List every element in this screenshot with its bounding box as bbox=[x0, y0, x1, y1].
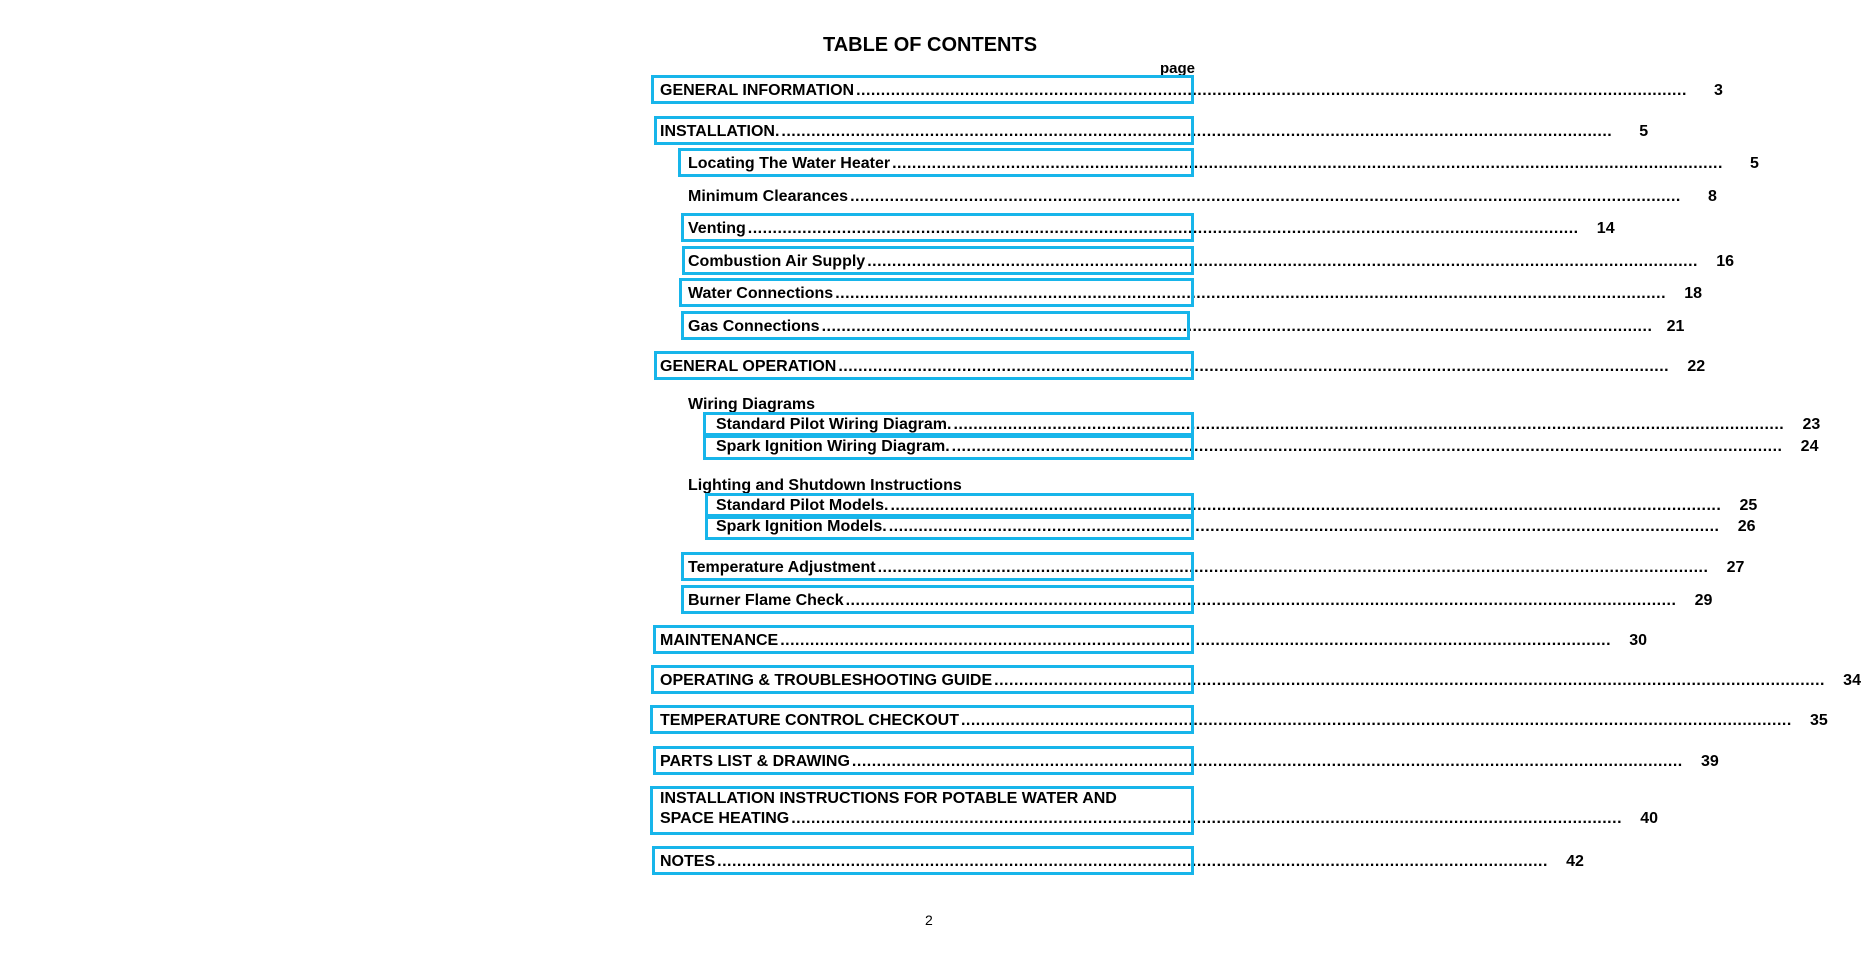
toc-entry-page: 23 bbox=[1802, 416, 1821, 433]
toc-leader-dots: ........................................................................................................................................................................ bbox=[717, 853, 1548, 870]
toc-entry-page: 5 bbox=[1750, 155, 1759, 172]
toc-leader-dots: ........................................................................................................................................................................ bbox=[856, 82, 1687, 99]
toc-entry-page: 29 bbox=[1694, 592, 1713, 609]
toc-entry-standard-pilot-wiring[interactable] bbox=[706, 415, 1821, 435]
toc-entry-label: Spark Ignition Wiring Diagram. bbox=[716, 438, 950, 455]
toc-entry-page: 14 bbox=[1596, 220, 1615, 237]
toc-entry-installation[interactable] bbox=[657, 119, 1649, 142]
toc-leader-dots: ........................................................................................................................................................................ bbox=[851, 753, 1683, 770]
toc-entry-locating-water-heater[interactable] bbox=[681, 151, 1759, 174]
toc-entry-label: INSTALLATION. bbox=[660, 123, 780, 140]
toc-entry-label: Burner Flame Check bbox=[688, 592, 844, 609]
toc-entry-label: NOTES bbox=[660, 853, 716, 870]
toc-leader-dots: ........................................................................................................................................................................ bbox=[791, 810, 1623, 827]
toc-leader-dots: ........................................................................................................................................................................ bbox=[780, 632, 1612, 649]
toc-entry-label: Water Connections bbox=[688, 285, 834, 302]
toc-entry-label: Combustion Air Supply bbox=[688, 253, 866, 270]
subheading-wiring-diagrams: Wiring Diagrams bbox=[688, 396, 815, 413]
toc-leader-dots: ........................................................................................................................................................................ bbox=[867, 253, 1698, 270]
page-title: TABLE OF CONTENTS bbox=[822, 34, 1038, 56]
toc-entry-page: 30 bbox=[1629, 632, 1648, 649]
toc-entry-page: 8 bbox=[1707, 188, 1717, 205]
toc-leader-dots: ........................................................................................................................................................................ bbox=[835, 285, 1667, 302]
toc-entry-label: Spark Ignition Models. bbox=[716, 518, 887, 535]
toc-entry-page: 26 bbox=[1737, 518, 1756, 535]
toc-entry-page: 25 bbox=[1739, 497, 1758, 514]
toc-entry-label: Venting bbox=[688, 220, 746, 237]
toc-entry-page: 42 bbox=[1566, 853, 1584, 870]
toc-leader-dots: ........................................................................................................................................................................ bbox=[892, 155, 1723, 172]
toc-entry-maintenance[interactable] bbox=[656, 628, 1648, 651]
toc-entry-label: MAINTENANCE bbox=[660, 632, 779, 649]
toc-entry-label: Standard Pilot Models. bbox=[716, 497, 889, 514]
page-column-label: page bbox=[1160, 60, 1196, 77]
toc-leader-dots: ........................................................................................................................................................................ bbox=[953, 416, 1785, 433]
subheading-lighting-shutdown: Lighting and Shutdown Instructions bbox=[688, 477, 962, 494]
toc-entry-page: 27 bbox=[1726, 559, 1745, 576]
toc-leader-dots: ........................................................................................................................................................................ bbox=[821, 318, 1653, 335]
toc-entry-water-connections[interactable] bbox=[682, 281, 1703, 304]
toc-entry-spark-ignition-models[interactable] bbox=[708, 517, 1756, 537]
toc-entry-page: 16 bbox=[1716, 253, 1734, 270]
toc-entry-label: TEMPERATURE CONTROL CHECKOUT bbox=[660, 712, 959, 729]
toc-entry-page: 5 bbox=[1639, 123, 1649, 140]
toc-entry-notes[interactable] bbox=[655, 849, 1584, 872]
toc-leader-dots: ........................................................................................................................................................................ bbox=[845, 592, 1677, 609]
toc-entry-general-operation[interactable] bbox=[657, 354, 1706, 377]
toc-entry-page: 40 bbox=[1640, 810, 1659, 827]
toc-entry-page: 39 bbox=[1700, 753, 1719, 770]
toc-entry-page: 22 bbox=[1687, 358, 1706, 375]
footer-page-number: 2 bbox=[925, 912, 933, 928]
toc-entry-label: PARTS LIST & DRAWING bbox=[660, 753, 850, 770]
toc-entry-temperature-control-checkout[interactable] bbox=[653, 708, 1828, 731]
toc-entry-standard-pilot-models[interactable] bbox=[708, 496, 1758, 516]
toc-leader-dots: ........................................................................................................................................................................ bbox=[890, 497, 1722, 514]
toc-leader-dots: ........................................................................................................................................................................ bbox=[994, 672, 1825, 689]
toc-entry-label: GENERAL OPERATION bbox=[660, 358, 837, 375]
toc-leader-dots: ........................................................................................................................................................................ bbox=[747, 220, 1579, 237]
toc-entry-page: 35 bbox=[1809, 712, 1828, 729]
toc-entry-label: SPACE HEATING bbox=[660, 810, 790, 827]
toc-entry-minimum-clearances[interactable] bbox=[681, 184, 1717, 207]
toc-leader-dots: ........................................................................................................................................................................ bbox=[850, 188, 1681, 205]
toc-entry-page: 21 bbox=[1666, 318, 1685, 335]
toc-entry-label: Temperature Adjustment bbox=[688, 559, 876, 576]
toc-leader-dots: ........................................................................................................................................................................ bbox=[960, 712, 1792, 729]
toc-leader-dots: ........................................................................................................................................................................ bbox=[781, 123, 1613, 140]
toc-entry-temperature-adjustment[interactable] bbox=[684, 555, 1745, 578]
toc-entry-parts-list[interactable] bbox=[656, 749, 1719, 772]
toc-leader-dots: ........................................................................................................................................................................ bbox=[888, 518, 1720, 535]
toc-entry-label: Gas Connections bbox=[688, 318, 820, 335]
toc-entry-page: 24 bbox=[1800, 438, 1819, 455]
toc-entry-general-information[interactable] bbox=[654, 78, 1723, 101]
toc-entry-label: Standard Pilot Wiring Diagram. bbox=[716, 416, 952, 433]
toc-leader-dots: ........................................................................................................................................................................ bbox=[877, 559, 1709, 576]
toc-entry-label: Minimum Clearances bbox=[688, 188, 849, 205]
toc-entry-label: INSTALLATION INSTRUCTIONS FOR POTABLE WATER AND bbox=[660, 790, 1117, 807]
toc-entry-label: Locating The Water Heater bbox=[688, 155, 891, 172]
toc-entry-page: 3 bbox=[1713, 82, 1723, 99]
toc-leader-dots: ........................................................................................................................................................................ bbox=[951, 438, 1783, 455]
toc-entry-combustion-air-supply[interactable] bbox=[685, 249, 1734, 272]
toc-entry-page: 18 bbox=[1684, 285, 1703, 302]
toc-entry-venting[interactable] bbox=[684, 216, 1615, 239]
toc-leader-dots: ........................................................................................................................................................................ bbox=[838, 358, 1670, 375]
toc-entry-label: OPERATING & TROUBLESHOOTING GUIDE bbox=[660, 672, 993, 689]
toc-entry-troubleshooting-guide[interactable] bbox=[654, 668, 1861, 691]
toc-entry-page: 34 bbox=[1843, 672, 1861, 689]
toc-entry-label: GENERAL INFORMATION bbox=[660, 82, 855, 99]
toc-entry-gas-connections[interactable] bbox=[684, 314, 1685, 337]
toc-entry-spark-ignition-wiring[interactable] bbox=[706, 436, 1819, 457]
toc-entry-potable-water-space-heating[interactable] bbox=[653, 789, 1659, 832]
toc-entry-burner-flame-check[interactable] bbox=[684, 588, 1713, 611]
